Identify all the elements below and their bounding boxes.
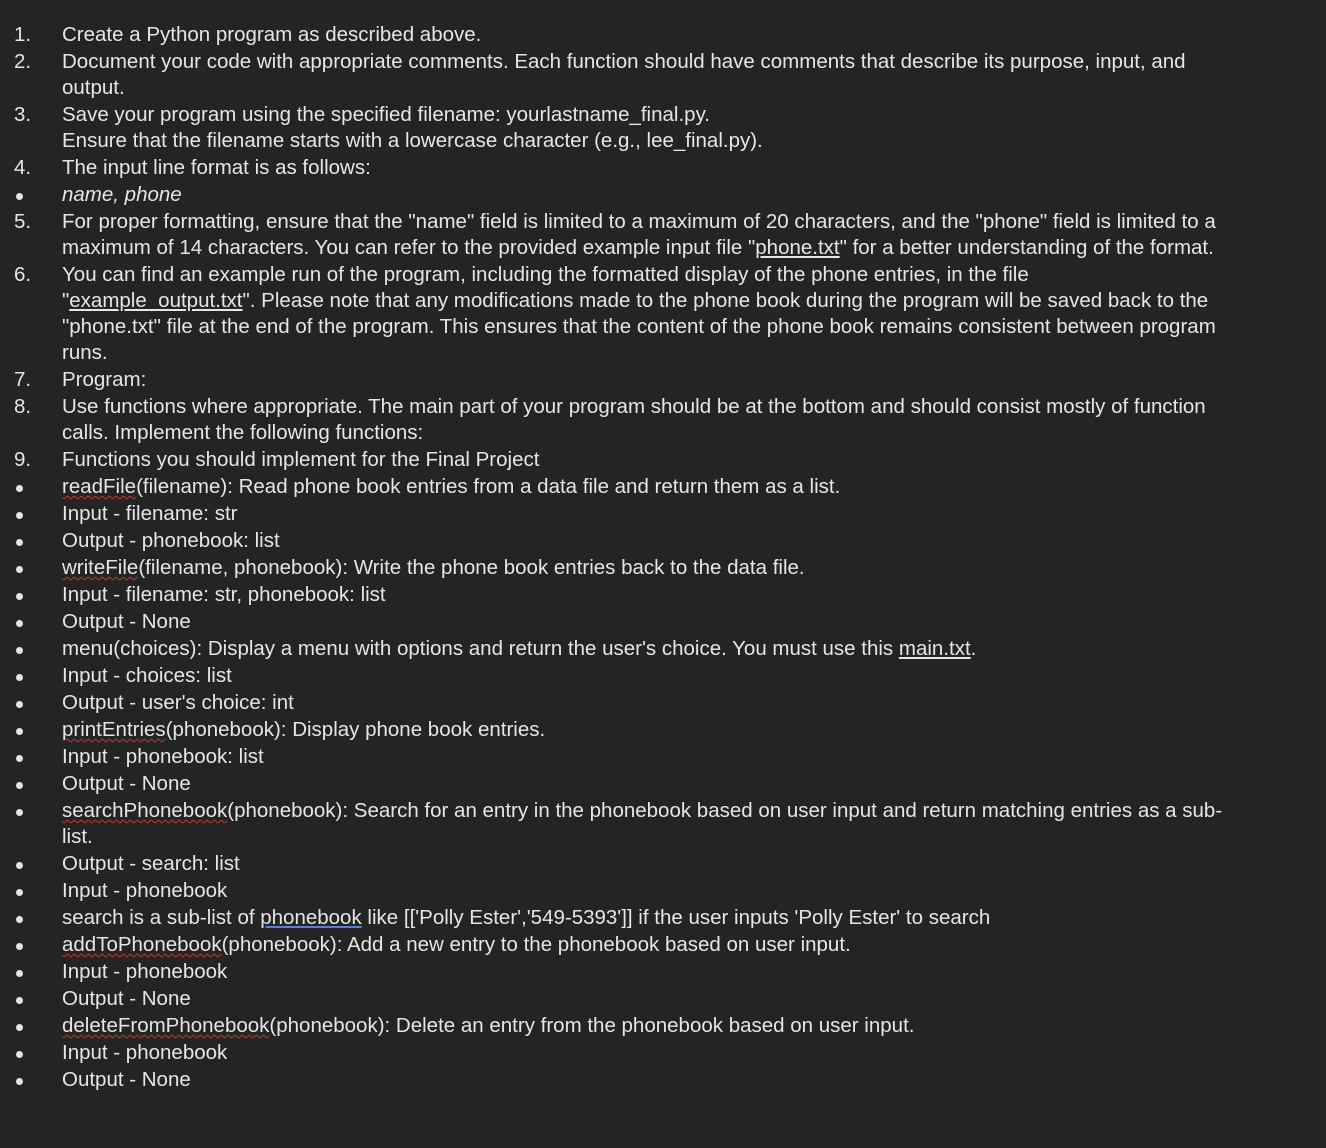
bullet-icon xyxy=(16,809,23,816)
text-span: (filename, phonebook): Write the phone book entries back to the data file. xyxy=(138,556,805,579)
text-span: . xyxy=(970,637,977,660)
bullet-item xyxy=(0,771,1326,797)
function-name: addToPhonebook xyxy=(62,933,222,956)
list-item xyxy=(0,155,1326,181)
bullet-item xyxy=(0,609,1326,635)
item-text: The input line format is as follows: xyxy=(62,156,371,179)
function-name: writeFile xyxy=(62,556,139,579)
item-text xyxy=(62,717,1326,743)
list-number: 1. xyxy=(14,23,32,46)
item-text: Output - None xyxy=(62,772,191,795)
list-number: 8. xyxy=(14,395,32,418)
bullet-item xyxy=(0,744,1326,770)
text-span: (phonebook): Delete an entry from the phonebook based on user input. xyxy=(269,1014,915,1037)
bullet-icon xyxy=(16,620,23,627)
bullet-icon xyxy=(16,1078,23,1085)
item-text-line: Save your program using the specified filename: yourlastname_final.py. xyxy=(62,103,710,126)
bullet-item xyxy=(0,959,1326,985)
item-text xyxy=(62,102,1326,154)
list-item xyxy=(0,367,1326,393)
text-span: You can find an example run of the program, including the formatted display of the phone entries, in the file " xyxy=(62,263,1029,312)
item-text: Input - filename: str, phonebook: list xyxy=(62,583,386,606)
list-item xyxy=(0,49,1326,101)
bullet-item xyxy=(0,798,1326,850)
bullet-icon xyxy=(16,647,23,654)
item-text: Input - filename: str xyxy=(62,502,238,525)
main-txt-link[interactable]: main.txt xyxy=(898,637,971,660)
item-text: Input - phonebook xyxy=(62,1041,228,1064)
bullet-icon xyxy=(16,1051,23,1058)
bullet-item xyxy=(0,717,1326,743)
function-name: searchPhonebook xyxy=(62,799,228,822)
function-name: printEntries xyxy=(62,718,166,741)
list-number: 2. xyxy=(14,50,32,73)
bullet-icon xyxy=(16,889,23,896)
bullet-icon xyxy=(16,728,23,735)
item-text: Output - None xyxy=(62,987,191,1010)
item-text: name, phone xyxy=(62,183,182,206)
bullet-icon xyxy=(16,997,23,1004)
bullet-item xyxy=(0,663,1326,689)
item-text: Output - search: list xyxy=(62,852,240,875)
bullet-icon xyxy=(16,782,23,789)
bullet-icon xyxy=(16,970,23,977)
text-span: For proper formatting, ensure that the "name" field is limited to a maximum of 20 characters, and the "phone" field is limited to a maximum of 14 characters. You can refer to the provided example input file " xyxy=(62,210,1216,259)
text-span: (phonebook): Search for an entry in the phonebook based on user input and return matching entries as a sub-list. xyxy=(62,799,1223,848)
item-text xyxy=(62,798,1326,850)
list-item xyxy=(0,394,1326,446)
bullet-item xyxy=(0,528,1326,554)
list-item xyxy=(0,102,1326,154)
function-name: deleteFromPhonebook xyxy=(62,1014,270,1037)
item-text: Input - phonebook xyxy=(62,879,228,902)
list-number: 6. xyxy=(14,263,32,286)
item-text: Use functions where appropriate. The main part of your program should be at the bottom and should consist mostly of function calls. Implement the following functions: xyxy=(62,395,1206,444)
text-span: search is a sub-list of xyxy=(62,906,261,929)
phonebook-link[interactable]: phonebook xyxy=(260,906,362,929)
bullet-icon xyxy=(16,593,23,600)
bullet-item xyxy=(0,182,1326,208)
bullet-item xyxy=(0,851,1326,877)
item-text: Program: xyxy=(62,368,147,391)
item-text xyxy=(62,1013,1326,1039)
function-name: readFile xyxy=(62,475,137,498)
text-span: " for a better understanding of the format. xyxy=(839,236,1214,259)
list-number: 3. xyxy=(14,103,32,126)
bullet-item xyxy=(0,905,1326,931)
list-number: 9. xyxy=(14,448,32,471)
list-item xyxy=(0,22,1326,48)
bullet-item xyxy=(0,474,1326,500)
item-text-line: Ensure that the filename starts with a lowercase character (e.g., lee_final.py). xyxy=(62,129,763,152)
example-output-link[interactable]: example_output.txt xyxy=(69,289,243,312)
item-text: Output - None xyxy=(62,1068,191,1091)
bullet-icon xyxy=(16,193,23,200)
item-text: Input - phonebook xyxy=(62,960,228,983)
bullet-item xyxy=(0,986,1326,1012)
bullet-icon xyxy=(16,674,23,681)
item-text xyxy=(62,209,1326,261)
item-text xyxy=(62,905,1326,931)
text-span: (phonebook): Display phone book entries. xyxy=(165,718,546,741)
text-span: like [['Polly Ester','549-5393']] if the user inputs 'Polly Ester' to search xyxy=(361,906,991,929)
bullet-item xyxy=(0,555,1326,581)
item-text: Output - phonebook: list xyxy=(62,529,280,552)
bullet-icon xyxy=(16,943,23,950)
item-text: Input - choices: list xyxy=(62,664,232,687)
item-text: Functions you should implement for the Final Project xyxy=(62,448,540,471)
item-text: Output - user's choice: int xyxy=(62,691,294,714)
list-number: 7. xyxy=(14,368,32,391)
bullet-icon xyxy=(16,862,23,869)
bullet-icon xyxy=(16,755,23,762)
bullet-item xyxy=(0,1040,1326,1066)
item-text xyxy=(62,636,1326,662)
bullet-icon xyxy=(16,701,23,708)
bullet-icon xyxy=(16,1024,23,1031)
item-text: Document your code with appropriate comments. Each function should have comments that describe its purpose, input, and output. xyxy=(62,50,1186,99)
item-text xyxy=(62,262,1326,366)
list-item xyxy=(0,447,1326,473)
bullet-icon xyxy=(16,539,23,546)
bullet-icon xyxy=(16,512,23,519)
text-span: ". Please note that any modifications made to the phone book during the program will be saved back to the "phone.txt" file at the end of the program. This ensures that the content of the phone book remains consistent between program runs. xyxy=(62,289,1216,364)
item-text: Create a Python program as described above. xyxy=(62,23,482,46)
list-number: 4. xyxy=(14,156,32,179)
bullet-item xyxy=(0,690,1326,716)
item-text: Output - None xyxy=(62,610,191,633)
text-span: (phonebook): Add a new entry to the phonebook based on user input. xyxy=(221,933,851,956)
bullet-item xyxy=(0,878,1326,904)
bullet-item xyxy=(0,932,1326,958)
text-span: (filename): Read phone book entries from a data file and return them as a list. xyxy=(136,475,841,498)
item-text xyxy=(62,474,1326,500)
item-text: Input - phonebook: list xyxy=(62,745,264,768)
bullet-item xyxy=(0,636,1326,662)
list-number: 5. xyxy=(14,210,32,233)
item-text xyxy=(62,555,1326,581)
bullet-item xyxy=(0,501,1326,527)
document-body xyxy=(0,22,1326,1094)
text-span: menu(choices): Display a menu with options and return the user's choice. You must use this xyxy=(62,637,899,660)
item-text xyxy=(62,932,1326,958)
bullet-icon xyxy=(16,485,23,492)
phone-txt-link[interactable]: phone.txt xyxy=(755,236,840,259)
list-item xyxy=(0,209,1326,261)
bullet-item xyxy=(0,582,1326,608)
bullet-icon xyxy=(16,566,23,573)
bullet-item xyxy=(0,1013,1326,1039)
list-item xyxy=(0,262,1326,366)
bullet-item xyxy=(0,1067,1326,1093)
bullet-icon xyxy=(16,916,23,923)
